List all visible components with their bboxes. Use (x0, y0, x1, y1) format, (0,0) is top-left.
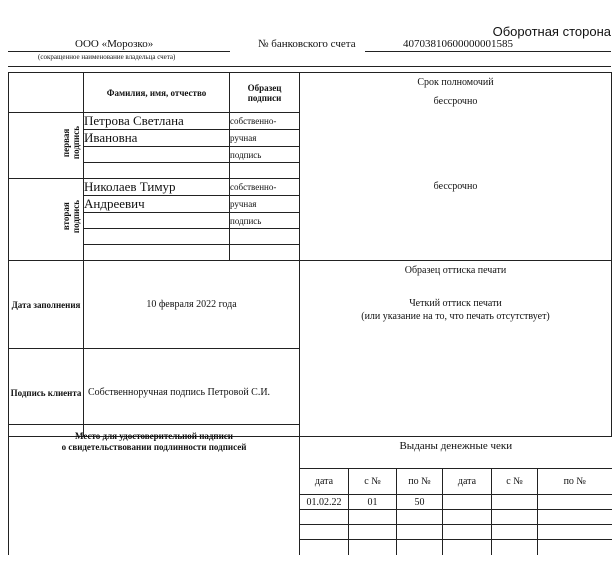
second-signature-label: вторая подпись (61, 200, 81, 234)
second-sample-line5 (230, 245, 300, 261)
second-sample-line2: ручная (230, 196, 300, 213)
cheque-empty-cell (538, 525, 612, 540)
certification-cell (9, 425, 300, 555)
first-term-value: бессрочно (433, 96, 478, 107)
term-header-label: Срок полномочий (417, 77, 494, 88)
first-name-line2: Ивановна (84, 130, 230, 147)
first-sample-line4 (230, 163, 300, 179)
first-term-cell (300, 113, 612, 179)
first-sample-line1: собственно- (230, 113, 300, 130)
account-number: 40703810600000001585 (403, 38, 513, 50)
seal-cell (300, 261, 612, 437)
cheque-empty-cell (397, 540, 443, 555)
first-signature-label: первая подпись (61, 126, 81, 160)
corner-cell (9, 73, 84, 113)
name-column-header: Фамилия, имя, отчество (84, 73, 230, 113)
cheque-empty-cell (538, 540, 612, 555)
cheque-empty-cell (349, 540, 397, 555)
side-title: Оборотная сторона (492, 24, 611, 39)
second-name-line2: Андреевич (84, 196, 230, 213)
cheque-empty-cell (300, 540, 349, 555)
cheque-row-date1: 01.02.22 (300, 495, 349, 510)
second-name-line4 (84, 229, 230, 245)
first-sample-line3: подпись (230, 147, 300, 163)
term-column-header (300, 73, 612, 113)
second-sample-line4 (230, 229, 300, 245)
cheque-empty-cell (349, 510, 397, 525)
cheque-header-to1: по № (397, 469, 443, 495)
cheque-empty-cell (443, 510, 492, 525)
sample-column-header: Образец подписи (230, 73, 300, 113)
date-label: Дата заполнения (9, 261, 84, 349)
first-name-line3 (84, 147, 230, 163)
cheque-empty-cell (443, 525, 492, 540)
cheque-header-date2: дата (443, 469, 492, 495)
seal-line2: (или указание на то, что печать отсутствует) (361, 311, 550, 322)
client-signature-value: Собственноручная подпись Петровой С.И. (84, 349, 300, 437)
second-signature-label-cell (9, 179, 84, 261)
account-underline (365, 51, 611, 52)
cheque-row-from2 (492, 495, 538, 510)
owner-caption: (сокращенное наименование владельца счета) (38, 53, 176, 61)
second-sample-line3: подпись (230, 213, 300, 229)
signature-cards-table (8, 72, 612, 437)
date-value: 10 февраля 2022 года (84, 261, 300, 349)
second-term-value: бессрочно (300, 179, 612, 261)
cheque-empty-cell (397, 510, 443, 525)
certification-cheques-table (8, 424, 612, 555)
cheque-empty-cell (443, 540, 492, 555)
certification-label: Место для удостоверительной надписи о свидетельствовании подлинности подписей (61, 431, 247, 452)
cheque-row-date2 (443, 495, 492, 510)
seal-title: Образец оттиска печати (404, 265, 507, 276)
cheque-header-date1: дата (300, 469, 349, 495)
cheque-header-from1: с № (349, 469, 397, 495)
owner-name: ООО «Морозко» (75, 38, 154, 50)
cheques-title: Выданы денежные чеки (300, 425, 612, 469)
cheque-empty-cell (300, 525, 349, 540)
cheque-empty-cell (492, 510, 538, 525)
cheque-empty-cell (492, 540, 538, 555)
cheque-row-from1: 01 (349, 495, 397, 510)
second-name-line3 (84, 213, 230, 229)
second-name-line5 (84, 245, 230, 261)
owner-underline (8, 51, 230, 52)
second-name-line1: Николаев Тимур (84, 179, 230, 196)
account-label: № банковского счета (258, 38, 356, 50)
header-rule (8, 66, 611, 67)
first-name-line4 (84, 163, 230, 179)
cheque-empty-cell (492, 525, 538, 540)
cheque-header-from2: с № (492, 469, 538, 495)
first-sample-line2: ручная (230, 130, 300, 147)
cheque-row-to2 (538, 495, 612, 510)
first-signature-label-cell (9, 113, 84, 179)
first-name-line1: Петрова Светлана (84, 113, 230, 130)
cheque-empty-cell (349, 525, 397, 540)
cheque-header-to2: по № (538, 469, 612, 495)
cheque-empty-cell (300, 510, 349, 525)
second-sample-line1: собственно- (230, 179, 300, 196)
cheque-empty-cell (538, 510, 612, 525)
seal-line1: Четкий оттиск печати (409, 298, 502, 309)
cheque-empty-cell (397, 525, 443, 540)
client-signature-label: Подпись клиента (9, 349, 84, 437)
cheque-row-to1: 50 (397, 495, 443, 510)
